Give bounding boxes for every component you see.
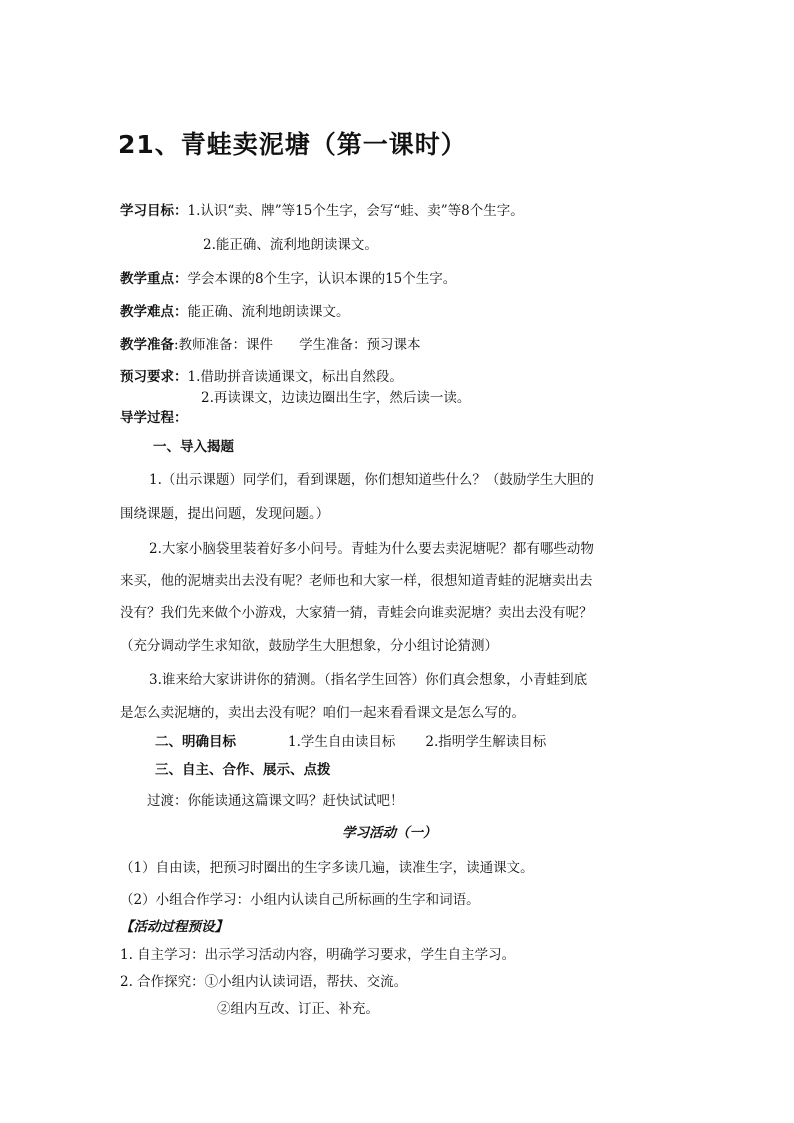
preview-label: 预习要求： <box>120 369 188 385</box>
activity-preset-label: 【活动过程预设】 <box>120 919 228 935</box>
preparation-teacher: :教师准备：课件 <box>174 337 274 353</box>
preparation-label: 教学准备 <box>120 337 174 353</box>
section-3-transition: 过渡：你能读通这篇课文吗？赶快试试吧！ <box>147 793 404 809</box>
difficulties-line <box>120 306 350 320</box>
preparation-line <box>120 339 421 353</box>
activity-preset-step-2: 2. 合作探究：①小组内认读词语，帮扶、交流。 <box>120 974 408 990</box>
difficulties-label: 教学难点： <box>120 304 188 320</box>
preparation-student: 学生准备：预习课本 <box>299 337 421 353</box>
section-1-p2-line-3: 没有？我们先来做个小游戏，大家猜一猜，青蛙会向谁卖泥塘？卖出去没有呢？ <box>120 605 593 621</box>
section-2-item-1: 1.学生自由读目标 <box>288 734 396 750</box>
section-1-p3-line-2: 是怎么卖泥塘的，卖出去没有呢？咱们一起来看看课文是怎么写的。 <box>120 705 525 721</box>
activity-1-item-1: （1）自由读，把预习时圈出的生字多读几遍，读准生字，读通课文。 <box>120 860 534 876</box>
key-points-text: 学会本课的8个生字，认识本课的15个生字。 <box>187 271 457 287</box>
section-1-p1-line-2: 围绕课题，提出问题，发现问题。） <box>120 506 330 522</box>
section-3-heading: 三、自主、合作、展示、点拨 <box>155 762 331 778</box>
key-points-label: 教学重点： <box>120 271 188 287</box>
preview-item-2: 2.再读课文，边读边圈出生字，然后读一读。 <box>201 390 471 406</box>
activity-1-item-2: （2）小组合作学习：小组内认读自己所标画的生字和词语。 <box>120 892 480 908</box>
section-2-item-2: 2.指明学生解读目标 <box>425 734 547 750</box>
key-points-line <box>120 273 456 287</box>
section-1-p2-line-1: 2.大家小脑袋里装着好多小问号。青蛙为什么要去卖泥塘呢？都有哪些动物 <box>149 541 594 557</box>
page-title: 21、青蛙卖泥塘（第一课时） <box>118 130 467 159</box>
process-label: 导学过程： <box>120 410 188 426</box>
activity-1-title: 学习活动（一） <box>342 825 437 841</box>
activity-preset-step-2-sub: ②组内互改、订正、补充。 <box>217 1001 379 1017</box>
preview-item-1: 1.借助拼音读通课文，标出自然段。 <box>187 369 403 385</box>
objectives-item-1: 1.认识“卖、牌”等15个生字，会写“蛙、卖”等8个生字。 <box>187 203 524 219</box>
section-1-p1-line-1: 1.（出示课题）同学们，看到课题，你们想知道些什么？（鼓励学生大胆的 <box>149 472 594 488</box>
activity-preset-step-1: 1. 自主学习：出示学习活动内容，明确学习要求，学生自主学习。 <box>120 947 516 963</box>
section-1-p2-line-2: 来买，他的泥塘卖出去没有呢？老师也和大家一样，很想知道青蛙的泥塘卖出去 <box>120 573 593 589</box>
section-2-line <box>155 736 546 750</box>
preview-line-1 <box>120 371 403 385</box>
section-2-heading: 二、明确目标 <box>155 734 236 750</box>
section-1-p3-line-1: 3.谁来给大家讲讲你的猜测。（指名学生回答）你们真会想象，小青蛙到底 <box>149 672 588 688</box>
difficulties-text: 能正确、流利地朗读课文。 <box>187 304 350 320</box>
section-1-p2-line-4: （充分调动学生求知欲，鼓励学生大胆想象，分小组讨论猜测） <box>120 638 498 654</box>
objectives-item-2: 2.能正确、流利地朗读课文。 <box>203 237 378 253</box>
section-1-heading: 一、导入揭题 <box>153 439 234 455</box>
objectives-line-1 <box>120 205 524 219</box>
objectives-label: 学习目标： <box>120 203 188 219</box>
